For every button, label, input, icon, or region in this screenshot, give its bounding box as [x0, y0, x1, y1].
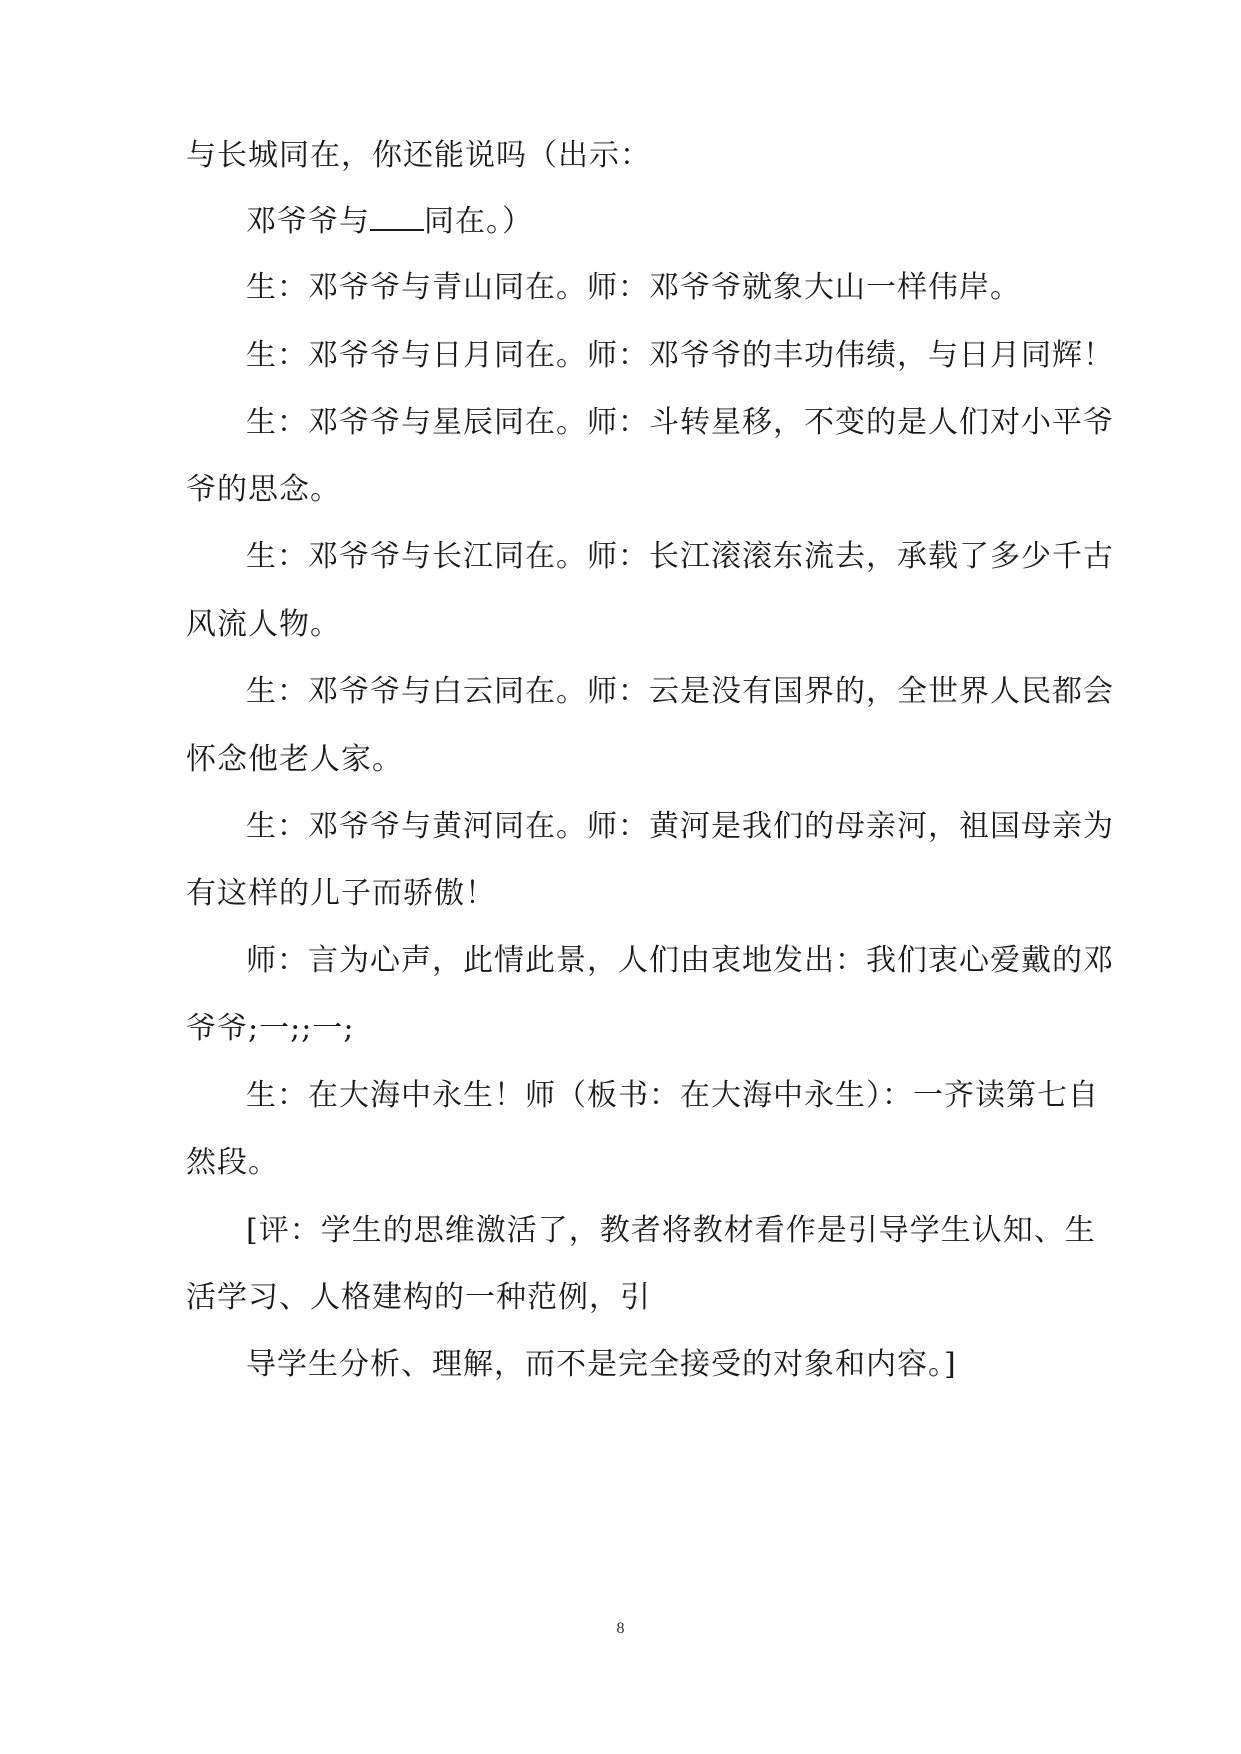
text-line: 生：邓爷爷与黄河同在。师：黄河是我们的母亲河，祖国母亲为: [246, 809, 1114, 844]
text-line: 爷爷;一;;一;: [186, 1011, 355, 1046]
text-line: 有这样的儿子而骄傲！: [186, 876, 496, 911]
text-line: 生：邓爷爷与日月同在。师：邓爷爷的丰功伟绩，与日月同辉！: [246, 338, 1114, 373]
page-number: 8: [616, 1620, 625, 1637]
text-segment: 邓爷爷与: [246, 204, 370, 239]
text-line: 生：邓爷爷与青山同在。师：邓爷爷就象大山一样伟岸。: [246, 270, 1021, 305]
text-line: 生：邓爷爷与白云同在。师：云是没有国界的，全世界人民都会: [246, 674, 1114, 709]
text-line: 怀念他老人家。: [186, 742, 403, 777]
text-line: 与长城同在，你还能说吗（出示：: [186, 138, 651, 173]
text-line: 生：邓爷爷与星辰同在。师：斗转星移，不变的是人们对小平爷: [246, 405, 1114, 440]
text-segment: 同在。）: [424, 204, 533, 239]
text-line: [评：学生的思维激活了，教者将教材看作是引导学生认知、生: [246, 1213, 1096, 1248]
text-line: 导学生分析、理解，而不是完全接受的对象和内容。]: [246, 1347, 957, 1382]
text-line: 生：在大海中永生！师（板书：在大海中永生）：一齐读第七自: [246, 1078, 1099, 1113]
text-line-with-blank: [246, 201, 533, 242]
fill-in-blank: [370, 201, 424, 231]
text-line: 然段。: [186, 1145, 279, 1180]
text-line: 师：言为心声，此情此景，人们由衷地发出：我们衷心爱戴的邓: [246, 943, 1114, 978]
text-line: 生：邓爷爷与长江同在。师：长江滚滚东流去，承载了多少千古: [246, 539, 1114, 574]
text-line: 爷的思念。: [186, 472, 341, 507]
text-line: 风流人物。: [186, 607, 341, 642]
text-line: 活学习、人格建构的一种范例，引: [186, 1280, 651, 1315]
